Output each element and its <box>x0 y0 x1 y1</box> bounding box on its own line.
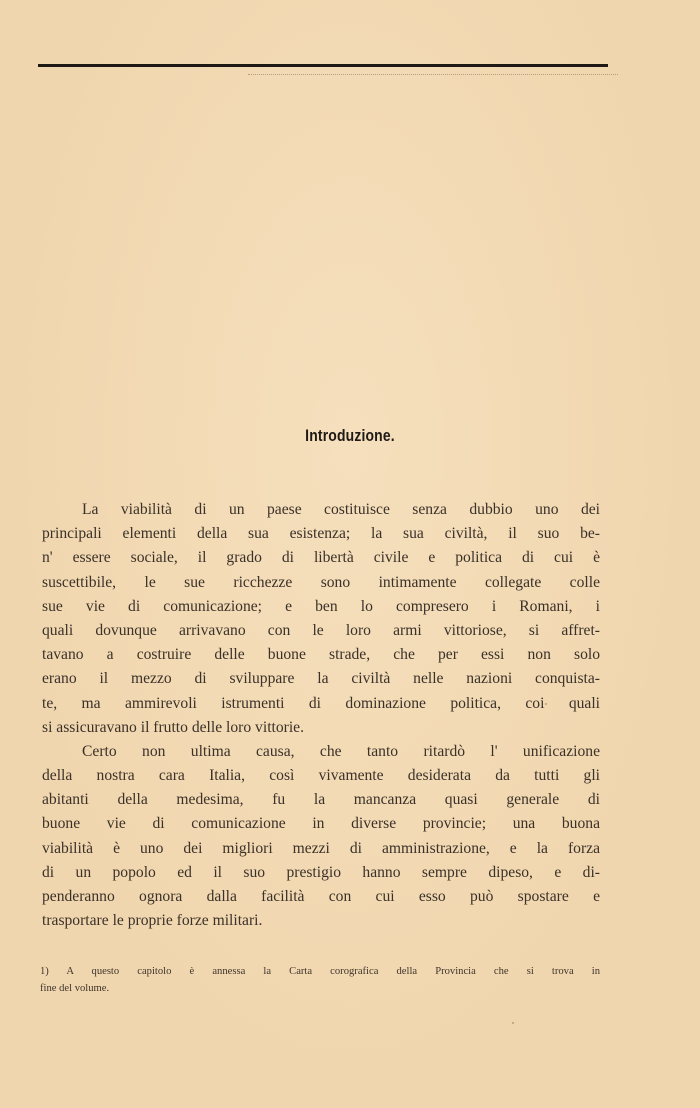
text-line: di un popolo ed il suo prestigio hanno sempre dipeso, e di- <box>42 863 600 881</box>
text-line: penderanno ognora dalla facilità con cui esso può spostare e <box>42 888 600 905</box>
paper-speck <box>545 703 547 705</box>
text-line: si assicuravano il frutto delle loro vittorie. <box>42 718 304 736</box>
footnote-line: fine del volume. <box>40 982 110 994</box>
text-line: trasportare le proprie forze militari. <box>42 912 263 930</box>
text-line: buone vie di comunicazione in diverse provincie; una buona <box>42 815 600 833</box>
text-line: viabilità è uno dei migliori mezzi di amministrazione, e la forza <box>42 839 600 857</box>
text-line: Certo non ultima causa, che tanto ritardò l' unificazione <box>82 742 600 760</box>
text-line: abitanti della medesima, fu la mancanza quasi generale di <box>42 791 600 809</box>
text-line: della nostra cara Italia, così vivamente desiderata da tutti gli <box>42 767 600 785</box>
text-line: quali dovunque arrivavano con le loro armi vittoriose, si affret- <box>42 621 600 639</box>
text-line: La viabilità di un paese costituisce senza dubbio uno dei <box>82 501 600 518</box>
chapter-title: Introduzione. <box>305 426 395 445</box>
text-line: suscettibile, le sue ricchezze sono intimamente collegate colle <box>42 573 600 591</box>
text-line: n' essere sociale, il grado di libertà civile e politica di cui è <box>42 549 600 567</box>
header-rule-faint <box>248 74 618 75</box>
text-line: erano il mezzo di sviluppare la civiltà nelle nazioni conquista- <box>42 670 600 688</box>
paper-speck <box>512 1022 514 1024</box>
text-line: principali elementi della sua esistenza; la sua civiltà, il suo be- <box>42 525 600 543</box>
text-line: te, ma ammirevoli istrumenti di dominazione politica, coi quali <box>42 694 600 712</box>
footnote <box>40 964 600 997</box>
text-line: tavano a costruire delle buone strade, che per essi non solo <box>42 646 600 664</box>
footnote-line: 1) A questo capitolo è annessa la Carta corografica della Provincia che si trova in <box>40 966 600 977</box>
header-rule <box>38 64 608 67</box>
text-line: sue vie di comunicazione; e ben lo compresero i Romani, i <box>42 597 600 615</box>
body-text <box>42 498 600 933</box>
